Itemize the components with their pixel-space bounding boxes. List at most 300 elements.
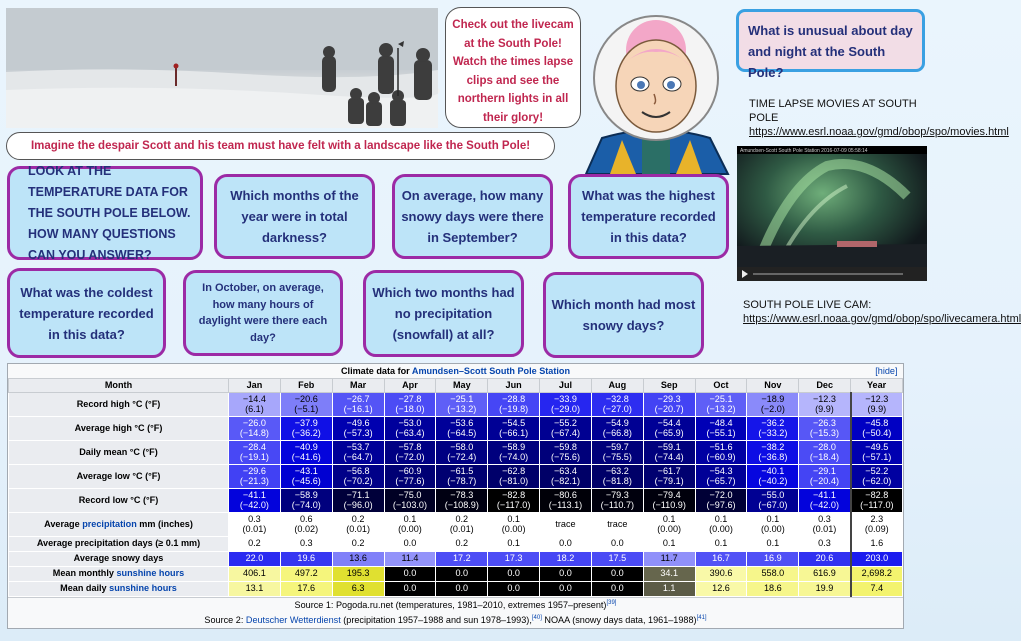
cell-value-f: (−20.7) xyxy=(654,404,684,414)
row-label-sunshine-daily: Mean daily sunshine hours xyxy=(9,581,229,596)
data-cell xyxy=(695,512,747,536)
cell-value: 0.1 xyxy=(714,513,728,524)
cell-value-f: (0.00) xyxy=(760,524,785,534)
data-cell xyxy=(436,488,488,512)
cell-value-f: (−29.0) xyxy=(550,404,581,414)
cell-value-f: (−16.1) xyxy=(343,404,373,414)
table-row xyxy=(9,566,903,581)
data-cell xyxy=(488,392,540,416)
data-cell: 0.0 xyxy=(384,536,436,551)
data-cell xyxy=(591,416,643,440)
data-cell: 0.0 xyxy=(540,566,592,581)
cell-value: −29.3 xyxy=(657,393,681,404)
cell-value: −62.8 xyxy=(502,465,526,476)
data-cell xyxy=(695,416,747,440)
data-cell xyxy=(851,488,903,512)
cell-value-f: (−67.4) xyxy=(550,428,581,438)
cell-value: −40.9 xyxy=(294,441,318,452)
cell-value-f: (9.9) xyxy=(815,404,834,414)
cell-value: 0.1 xyxy=(766,513,780,524)
cell-value: −29.6 xyxy=(242,465,266,476)
data-cell xyxy=(332,416,384,440)
cell-value: −45.8 xyxy=(865,417,889,428)
data-cell: 12.6 xyxy=(695,581,747,596)
data-cell xyxy=(799,416,851,440)
cell-value-f: (−72.0) xyxy=(395,452,425,462)
data-cell xyxy=(591,464,643,488)
cell-value-f: (−74.0) xyxy=(499,452,529,462)
cell-value: −33.9 xyxy=(553,393,577,404)
cell-value: −25.1 xyxy=(450,393,474,404)
cell-value: −28.4 xyxy=(242,441,266,452)
data-cell xyxy=(695,488,747,512)
unusual-question-box: What is unusual about day and night at the South Pole? xyxy=(736,9,925,72)
cell-value-f: (0.01) xyxy=(449,524,474,534)
cell-value: −28.0 xyxy=(812,441,836,452)
cell-value: −63.4 xyxy=(553,465,577,476)
data-cell: 2,698.2 xyxy=(851,566,903,581)
cell-value-f: (0.00) xyxy=(709,524,733,534)
despair-speech-bubble: Imagine the despair Scott and his team must have felt with a landscape like the South Pole! xyxy=(6,132,555,160)
data-cell: 7.4 xyxy=(851,581,903,596)
data-cell: 18.6 xyxy=(747,581,799,596)
data-cell xyxy=(591,440,643,464)
cell-value-f: (−60.9) xyxy=(706,452,736,462)
data-cell: 13.1 xyxy=(229,581,281,596)
cell-value-f: (−81.0) xyxy=(499,476,529,486)
cell-value: −29.1 xyxy=(812,465,836,476)
data-cell xyxy=(799,464,851,488)
cell-value: −36.2 xyxy=(761,417,785,428)
data-cell xyxy=(384,512,436,536)
data-cell xyxy=(747,512,799,536)
cell-value-f: (−5.1) xyxy=(294,404,319,414)
cell-value-f: (−40.2) xyxy=(758,476,788,486)
cell-value-f: (−67.0) xyxy=(758,500,788,510)
cell-value-f: (−110.9) xyxy=(652,500,686,510)
data-cell: 0.0 xyxy=(591,536,643,551)
data-cell xyxy=(643,464,695,488)
dwd-link[interactable]: Deutscher Wetterdienst xyxy=(245,614,341,625)
month-header-nov: Nov xyxy=(747,378,799,392)
data-cell xyxy=(436,464,488,488)
cell-value: −54.4 xyxy=(657,417,681,428)
data-cell: 16.9 xyxy=(747,551,799,566)
month-header-aug: Aug xyxy=(591,378,643,392)
row-label-precip-days: Average precipitation days (≥ 0.1 mm) xyxy=(9,536,229,551)
cell-value-f: (−81.8) xyxy=(602,476,632,486)
cell-value-f: (−97.6) xyxy=(706,500,736,510)
data-cell: 11.7 xyxy=(643,551,695,566)
data-cell: 1.1 xyxy=(643,581,695,596)
cell-value: 0.6 xyxy=(299,513,313,524)
data-cell xyxy=(799,488,851,512)
data-cell: 13.6 xyxy=(332,551,384,566)
video-title-text: Amundsen-Scott South Pole Station 2016-07-09 05:58:14 xyxy=(740,148,868,154)
cell-value-f: (−14.8) xyxy=(239,428,269,438)
data-cell xyxy=(384,416,436,440)
data-cell xyxy=(384,464,436,488)
cell-value-f: (−50.4) xyxy=(862,428,892,438)
source-two-mid: (precipitation 1957–1988 and sun 1978–1993), xyxy=(340,614,532,625)
cell-value: −82.8 xyxy=(865,489,889,500)
cell-value: −40.1 xyxy=(761,465,785,476)
data-cell: 19.9 xyxy=(799,581,851,596)
cell-value-f: (−19.8) xyxy=(499,404,529,414)
expedition-photo xyxy=(6,8,438,128)
row-label-sunshine-monthly-link[interactable]: sunshine hours xyxy=(116,568,185,579)
cell-value: −27.8 xyxy=(398,393,422,404)
source-two-ref-two[interactable]: [41] xyxy=(696,614,707,621)
cell-value: −59.1 xyxy=(657,441,681,452)
cell-value: −79.4 xyxy=(657,489,681,500)
cell-value-f: (−66.1) xyxy=(499,428,529,438)
cell-value: 0.2 xyxy=(455,513,469,524)
data-cell: 22.0 xyxy=(229,551,281,566)
table-row xyxy=(9,512,903,536)
data-cell xyxy=(591,392,643,416)
data-cell: 17.2 xyxy=(436,551,488,566)
data-cell xyxy=(643,440,695,464)
data-cell xyxy=(695,464,747,488)
data-cell: 497.2 xyxy=(280,566,332,581)
explorer-avatar xyxy=(580,10,732,174)
cell-value-f: (−33.2) xyxy=(758,428,788,438)
data-cell: 0.3 xyxy=(280,536,332,551)
cell-value-f: (−18.4) xyxy=(809,452,839,462)
live-cam-link[interactable]: https://www.esrl.noaa.gov/gmd/obop/spo/livecamera.html xyxy=(743,313,1021,325)
climate-data-grid xyxy=(8,364,903,597)
data-cell xyxy=(695,440,747,464)
cell-value-f: (−96.0) xyxy=(343,500,373,510)
table-row xyxy=(9,464,903,488)
data-cell: 34.1 xyxy=(643,566,695,581)
cell-value-f: (−64.5) xyxy=(447,428,477,438)
data-cell: 195.3 xyxy=(332,566,384,581)
cell-value: −79.3 xyxy=(605,489,629,500)
data-cell xyxy=(643,392,695,416)
livecam-speech-bubble: Check out the livecam at the South Pole! Watch the times lapse clips and see the northern lights in all their glory! xyxy=(445,7,581,128)
row-label: Average low °C (°F) xyxy=(9,464,229,488)
time-lapse-label: TIME LAPSE MOVIES AT SOUTH POLE xyxy=(749,98,917,124)
cell-value-f: (−66.8) xyxy=(602,428,632,438)
data-cell: 203.0 xyxy=(851,551,903,566)
data-cell xyxy=(229,512,281,536)
cell-value: −37.9 xyxy=(294,417,318,428)
row-label-snowy-days: Average snowy days xyxy=(9,551,229,566)
cell-value-f: (0.09) xyxy=(864,524,889,534)
cell-value: −59.8 xyxy=(553,441,577,452)
cell-value: 0.2 xyxy=(351,513,365,524)
month-header-apr: Apr xyxy=(384,378,436,392)
data-cell: 0.3 xyxy=(799,536,851,551)
data-cell: 406.1 xyxy=(229,566,281,581)
cell-value-f: (−36.2) xyxy=(291,428,321,438)
data-cell xyxy=(280,416,332,440)
data-cell: 0.0 xyxy=(591,581,643,596)
cell-value-f: (−75.6) xyxy=(550,452,581,462)
question-card-snowy-september: On average, how many snowy days were there in September? xyxy=(392,174,553,259)
cell-value-f: (0.00) xyxy=(657,524,682,534)
cell-value-f: (0.01) xyxy=(812,524,837,534)
time-lapse-link[interactable]: https://www.esrl.noaa.gov/gmd/obop/spo/movies.html xyxy=(749,126,1009,138)
cell-value-f: (9.9) xyxy=(867,404,887,414)
data-cell: 0.0 xyxy=(436,566,488,581)
table-row xyxy=(9,536,903,551)
cell-value: 0.1 xyxy=(662,513,676,524)
data-cell: 0.0 xyxy=(384,566,436,581)
cell-value-f: (−65.7) xyxy=(706,476,736,486)
cell-value: −48.4 xyxy=(709,417,733,428)
question-card-no-precipitation: Which two months had no precipitation (snowfall) at all? xyxy=(363,270,524,357)
data-cell xyxy=(436,392,488,416)
cell-value-f: (0.00) xyxy=(501,524,526,534)
data-cell xyxy=(332,488,384,512)
cell-value: −61.7 xyxy=(657,465,681,476)
month-header: Month xyxy=(9,378,229,392)
data-cell xyxy=(591,488,643,512)
data-cell xyxy=(643,488,695,512)
data-cell xyxy=(436,416,488,440)
data-cell: 17.3 xyxy=(488,551,540,566)
data-cell xyxy=(540,512,592,536)
cell-value: −59.7 xyxy=(605,441,629,452)
data-cell: 18.2 xyxy=(540,551,592,566)
question-card-darkness: Which months of the year were in total darkness? xyxy=(214,174,375,259)
data-cell: 0.0 xyxy=(540,536,592,551)
cell-value-f: (−75.5) xyxy=(602,452,632,462)
cell-value: −75.0 xyxy=(398,489,422,500)
data-cell xyxy=(280,512,332,536)
month-header-feb: Feb xyxy=(280,378,332,392)
data-cell xyxy=(332,512,384,536)
data-cell xyxy=(488,488,540,512)
cell-value-f: (0.01) xyxy=(346,524,370,534)
question-card-highest-temp: What was the highest temperature recorded in this data? xyxy=(568,174,729,259)
month-header-dec: Dec xyxy=(799,378,851,392)
cell-value: −12.3 xyxy=(812,393,836,404)
cell-value: −14.4 xyxy=(242,393,266,404)
cell-value: −54.3 xyxy=(709,465,733,476)
data-cell: 0.0 xyxy=(488,581,540,596)
data-cell xyxy=(540,392,592,416)
cell-value-f: (−13.2) xyxy=(706,404,736,414)
cell-value-f: (−82.1) xyxy=(550,476,581,486)
cell-value: trace xyxy=(555,518,576,529)
data-cell: 0.1 xyxy=(643,536,695,551)
cell-value: −41.1 xyxy=(812,489,836,500)
cell-value: −53.0 xyxy=(398,417,422,428)
cell-value-f: (−117.0) xyxy=(860,500,894,510)
question-card-intro: LOOK AT THE TEMPERATURE DATA FOR THE SOUTH POLE BELOW. HOW MANY QUESTIONS CAN YOU ANSWER? xyxy=(7,166,203,260)
data-cell xyxy=(799,440,851,464)
data-cell: 16.7 xyxy=(695,551,747,566)
cell-value-f: (−72.4) xyxy=(447,452,477,462)
cell-value-f: (0.01) xyxy=(242,524,267,534)
cell-value: −78.3 xyxy=(450,489,474,500)
row-label-precip-link[interactable]: precipitation xyxy=(82,518,137,529)
data-cell: 0.0 xyxy=(591,566,643,581)
cell-value-f: (−36.8) xyxy=(758,452,788,462)
data-cell: 0.2 xyxy=(229,536,281,551)
cell-value: −25.1 xyxy=(709,393,733,404)
row-label: Daily mean °C (°F) xyxy=(9,440,229,464)
data-cell: 20.6 xyxy=(799,551,851,566)
cell-value: 2.3 xyxy=(870,513,884,524)
data-cell: 0.1 xyxy=(747,536,799,551)
cell-value-f: (−64.7) xyxy=(343,452,373,462)
data-cell xyxy=(851,464,903,488)
cell-value: −80.6 xyxy=(553,489,577,500)
data-cell xyxy=(332,392,384,416)
cell-value-f: (−57.1) xyxy=(862,452,892,462)
data-cell xyxy=(591,512,643,536)
cell-value: −55.0 xyxy=(761,489,785,500)
month-header-sep: Sep xyxy=(643,378,695,392)
cell-value: −26.3 xyxy=(812,417,836,428)
row-label-precip: Average precipitation mm (inches) xyxy=(9,512,229,536)
month-header-may: May xyxy=(436,378,488,392)
table-row xyxy=(9,416,903,440)
cell-value-f: (−110.7) xyxy=(600,500,635,510)
data-cell xyxy=(488,464,540,488)
cell-value: −58.9 xyxy=(294,489,318,500)
cell-value-f: (−103.0) xyxy=(392,500,428,510)
cell-value-f: (−63.4) xyxy=(395,428,425,438)
data-cell xyxy=(540,464,592,488)
cell-value: −58.9 xyxy=(502,441,526,452)
cell-value: 0.3 xyxy=(818,513,831,524)
table-row xyxy=(9,551,903,566)
data-cell: 17.5 xyxy=(591,551,643,566)
month-header-mar: Mar xyxy=(332,378,384,392)
cell-value-f: (−78.7) xyxy=(447,476,477,486)
data-cell xyxy=(229,416,281,440)
cell-value: −58.0 xyxy=(450,441,474,452)
data-cell xyxy=(851,392,903,416)
row-label-sunshine-monthly: Mean monthly sunshine hours xyxy=(9,566,229,581)
cell-value-f: (−15.3) xyxy=(809,428,839,438)
data-cell xyxy=(280,464,332,488)
table-row xyxy=(9,440,903,464)
livecam-video[interactable] xyxy=(737,146,927,281)
cell-value: −26.7 xyxy=(346,393,370,404)
data-cell: 0.0 xyxy=(384,581,436,596)
data-cell xyxy=(851,440,903,464)
data-cell: 390.6 xyxy=(695,566,747,581)
question-card-coldest-temp: What was the coldest temperature recorded in this data? xyxy=(7,268,166,358)
data-cell xyxy=(229,440,281,464)
cell-value: −53.6 xyxy=(450,417,474,428)
cell-value: −57.8 xyxy=(398,441,422,452)
cell-value-f: (0.02) xyxy=(294,524,319,534)
data-cell: 0.0 xyxy=(488,566,540,581)
data-cell xyxy=(280,488,332,512)
data-cell: 19.6 xyxy=(280,551,332,566)
row-label: Average high °C (°F) xyxy=(9,416,229,440)
live-cam-note xyxy=(743,298,1021,326)
cell-value: −54.5 xyxy=(502,417,526,428)
source-one-ref[interactable]: [39] xyxy=(606,599,617,606)
cell-value-f: (−45.6) xyxy=(291,476,321,486)
question-card-most-snowy: Which month had most snowy days? xyxy=(543,272,704,358)
cell-value-f: (−70.2) xyxy=(343,476,373,486)
month-header-jun: Jun xyxy=(488,378,540,392)
data-cell: 0.1 xyxy=(488,536,540,551)
cell-value-f: (−20.4) xyxy=(809,476,839,486)
cell-value: 0.1 xyxy=(507,513,520,524)
data-cell xyxy=(488,416,540,440)
cell-value: trace xyxy=(607,518,628,529)
source-two xyxy=(8,613,903,628)
cell-value-f: (−13.2) xyxy=(447,404,477,414)
source-one-text: Source 1: Pogoda.ru.net (temperatures, 1981–2010, extremes 1957–present) xyxy=(294,599,607,610)
cell-value: −43.1 xyxy=(294,465,318,476)
month-header-jul: Jul xyxy=(540,378,592,392)
data-cell xyxy=(436,440,488,464)
row-label: Record high °C (°F) xyxy=(9,392,229,416)
station-link[interactable]: Amundsen–Scott South Pole Station xyxy=(411,365,571,376)
source-two-ref-one[interactable]: [40] xyxy=(531,614,542,621)
data-cell: 0.2 xyxy=(436,536,488,551)
data-cell xyxy=(280,392,332,416)
cell-value-f: (−21.3) xyxy=(239,476,269,486)
data-cell: 1.6 xyxy=(851,536,903,551)
cell-value-f: (0.00) xyxy=(398,524,422,534)
data-cell xyxy=(695,392,747,416)
data-cell xyxy=(799,512,851,536)
cell-value: 0.1 xyxy=(403,513,417,524)
month-header-oct: Oct xyxy=(695,378,747,392)
cell-value-f: (−55.1) xyxy=(706,428,736,438)
data-cell xyxy=(540,440,592,464)
hide-toggle[interactable]: [hide] xyxy=(875,365,898,376)
source-one xyxy=(8,597,903,613)
cell-value-f: (−77.6) xyxy=(395,476,425,486)
data-cell xyxy=(488,440,540,464)
data-cell xyxy=(747,464,799,488)
data-cell xyxy=(229,464,281,488)
table-row xyxy=(9,392,903,416)
cell-value: −49.5 xyxy=(865,441,889,452)
question-card-october-daylight: In October, on average, how many hours of daylight were there each day? xyxy=(183,270,343,356)
cell-value: −12.3 xyxy=(865,393,889,404)
cell-value: −41.1 xyxy=(242,489,266,500)
table-row xyxy=(9,488,903,512)
cell-value-f: (−42.0) xyxy=(809,500,839,510)
data-cell xyxy=(384,440,436,464)
cell-value: −72.0 xyxy=(709,489,733,500)
cell-value: −26.0 xyxy=(242,417,266,428)
cell-value: −32.8 xyxy=(605,393,629,404)
cell-value: −52.2 xyxy=(865,465,889,476)
data-cell xyxy=(229,392,281,416)
month-header-year: Year xyxy=(851,378,903,392)
data-cell xyxy=(799,392,851,416)
data-cell: 11.4 xyxy=(384,551,436,566)
cell-value: −63.2 xyxy=(605,465,629,476)
cell-value-f: (−19.1) xyxy=(239,452,269,462)
data-cell xyxy=(332,464,384,488)
cell-value-f: (−41.6) xyxy=(291,452,321,462)
cell-value: −28.8 xyxy=(502,393,526,404)
cell-value: −38.2 xyxy=(761,441,785,452)
cell-value: −55.2 xyxy=(553,417,577,428)
cell-value: −56.8 xyxy=(346,465,370,476)
data-cell xyxy=(747,392,799,416)
row-label-sunshine-daily-link[interactable]: sunshine hours xyxy=(109,583,177,594)
cell-value-f: (−79.1) xyxy=(654,476,684,486)
